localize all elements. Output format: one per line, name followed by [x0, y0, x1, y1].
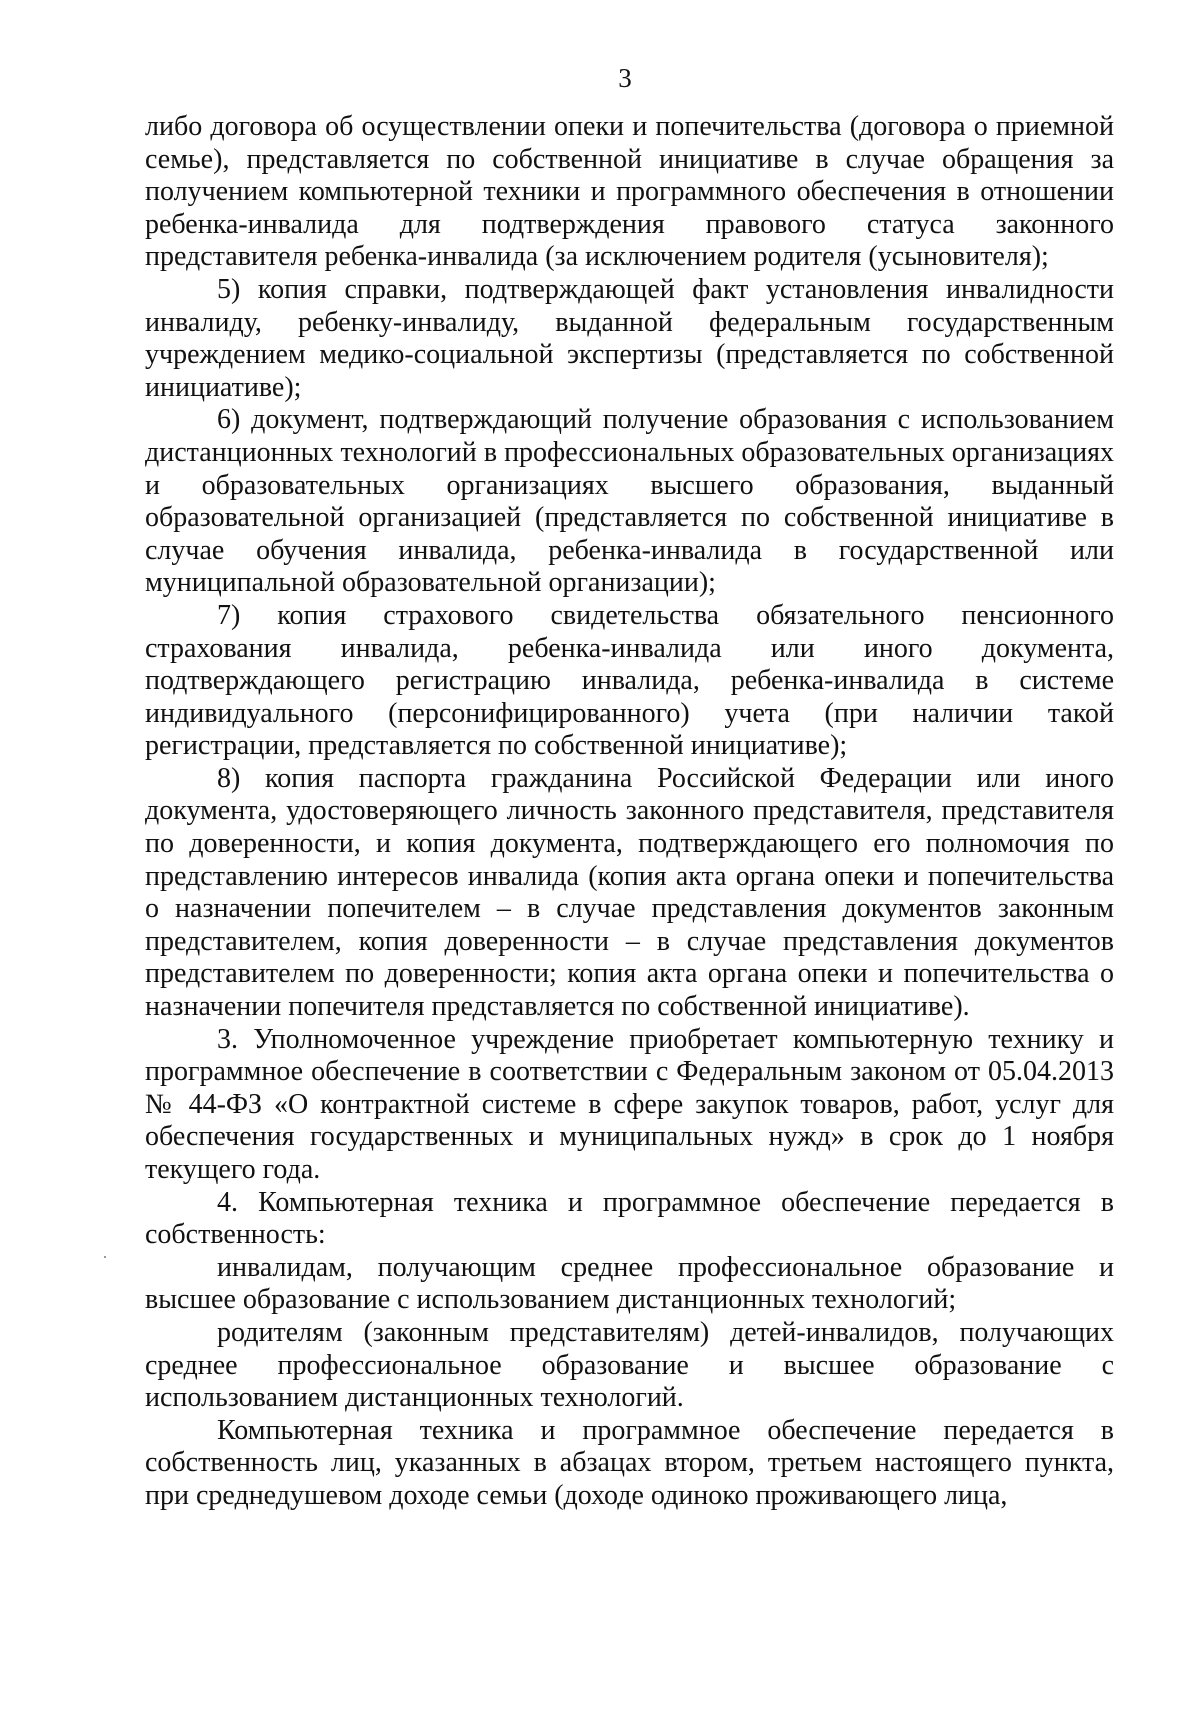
paragraph-clause-3: 3. Уполномоченное учреждение приобретает компьютерную технику и программное обеспечение в соответствии с Федеральным законом от 05.04.2013 № 44-ФЗ «О контрактной системе в сфере закупок товаров, работ, услуг для обеспечения государственных и муниципальных нужд» в срок до 1 ноября текущего года.	[145, 1023, 1114, 1185]
paragraph-item-7: 7) копия страхового свидетельства обязательного пенсионного страхования инвалида, ребенка-инвалида или иного документа, подтверждающего регистрацию инвалида, ребенка-инвалида в системе индивидуального (персонифицированного) учета (при наличии такой регистрации, представляется по собственной инициативе);	[145, 599, 1114, 762]
page-number: 3	[618, 63, 632, 93]
paragraph-item-8: 8) копия паспорта гражданина Российской Федерации или иного документа, удостоверяющего личность законного представителя, представителя по доверенности, и копия документа, подтверждающего его полномочия по представлению интересов инвалида (копия акта органа опеки и попечительства о назначении попечителем – в случае представления документов законным представителем, копия доверенности – в случае представления документов представителем по доверенности; копия акта органа опеки и попечительства о назначении попечителя представляется по собственной инициативе).	[145, 762, 1114, 1023]
paragraph-item-5: 5) копия справки, подтверждающей факт установления инвалидности инвалиду, ребенку-инвалиду, выданной федеральным государственным учреждением медико-социальной экспертизы (представляется по собственной инициативе);	[145, 273, 1114, 403]
document-body	[145, 111, 1114, 1513]
paragraph-clause-4: 4. Компьютерная техника и программное обеспечение передается в собственность:	[145, 1186, 1114, 1251]
paragraph-continuation: либо договора об осуществлении опеки и попечительства (договора о приемной семье), представляется по собственной инициативе в случае обращения за получением компьютерной техники и программного обеспечения в отношении ребенка-инвалида для подтверждения правового статуса законного представителя ребенка-инвалида (за исключением родителя (усыновителя);	[145, 111, 1114, 273]
paragraph-item-6: 6) документ, подтверждающий получение образования с использованием дистанционных технологий в профессиональных образовательных организациях и образовательных организациях высшего образования, выданный образовательной организацией (представляется по собственной инициативе в случае обучения инвалида, ребенка-инвалида в государственной или муниципальной образовательной организации);	[145, 404, 1114, 599]
paragraph-recipients-disabled: инвалидам, получающим среднее профессиональное образование и высшее образование с использованием дистанционных технологий;	[145, 1251, 1114, 1316]
paragraph-income-condition: Компьютерная техника и программное обеспечение передается в собственность лиц, указанных в абзацах втором, третьем настоящего пункта, при среднедушевом доходе семьи (доходе одиноко проживающего лица,	[145, 1414, 1114, 1511]
scan-artifact	[104, 1256, 106, 1258]
paragraph-recipients-parents: родителям (законным представителям) детей-инвалидов, получающих среднее профессиональное образование и высшее образование с использованием дистанционных технологий.	[145, 1316, 1114, 1414]
